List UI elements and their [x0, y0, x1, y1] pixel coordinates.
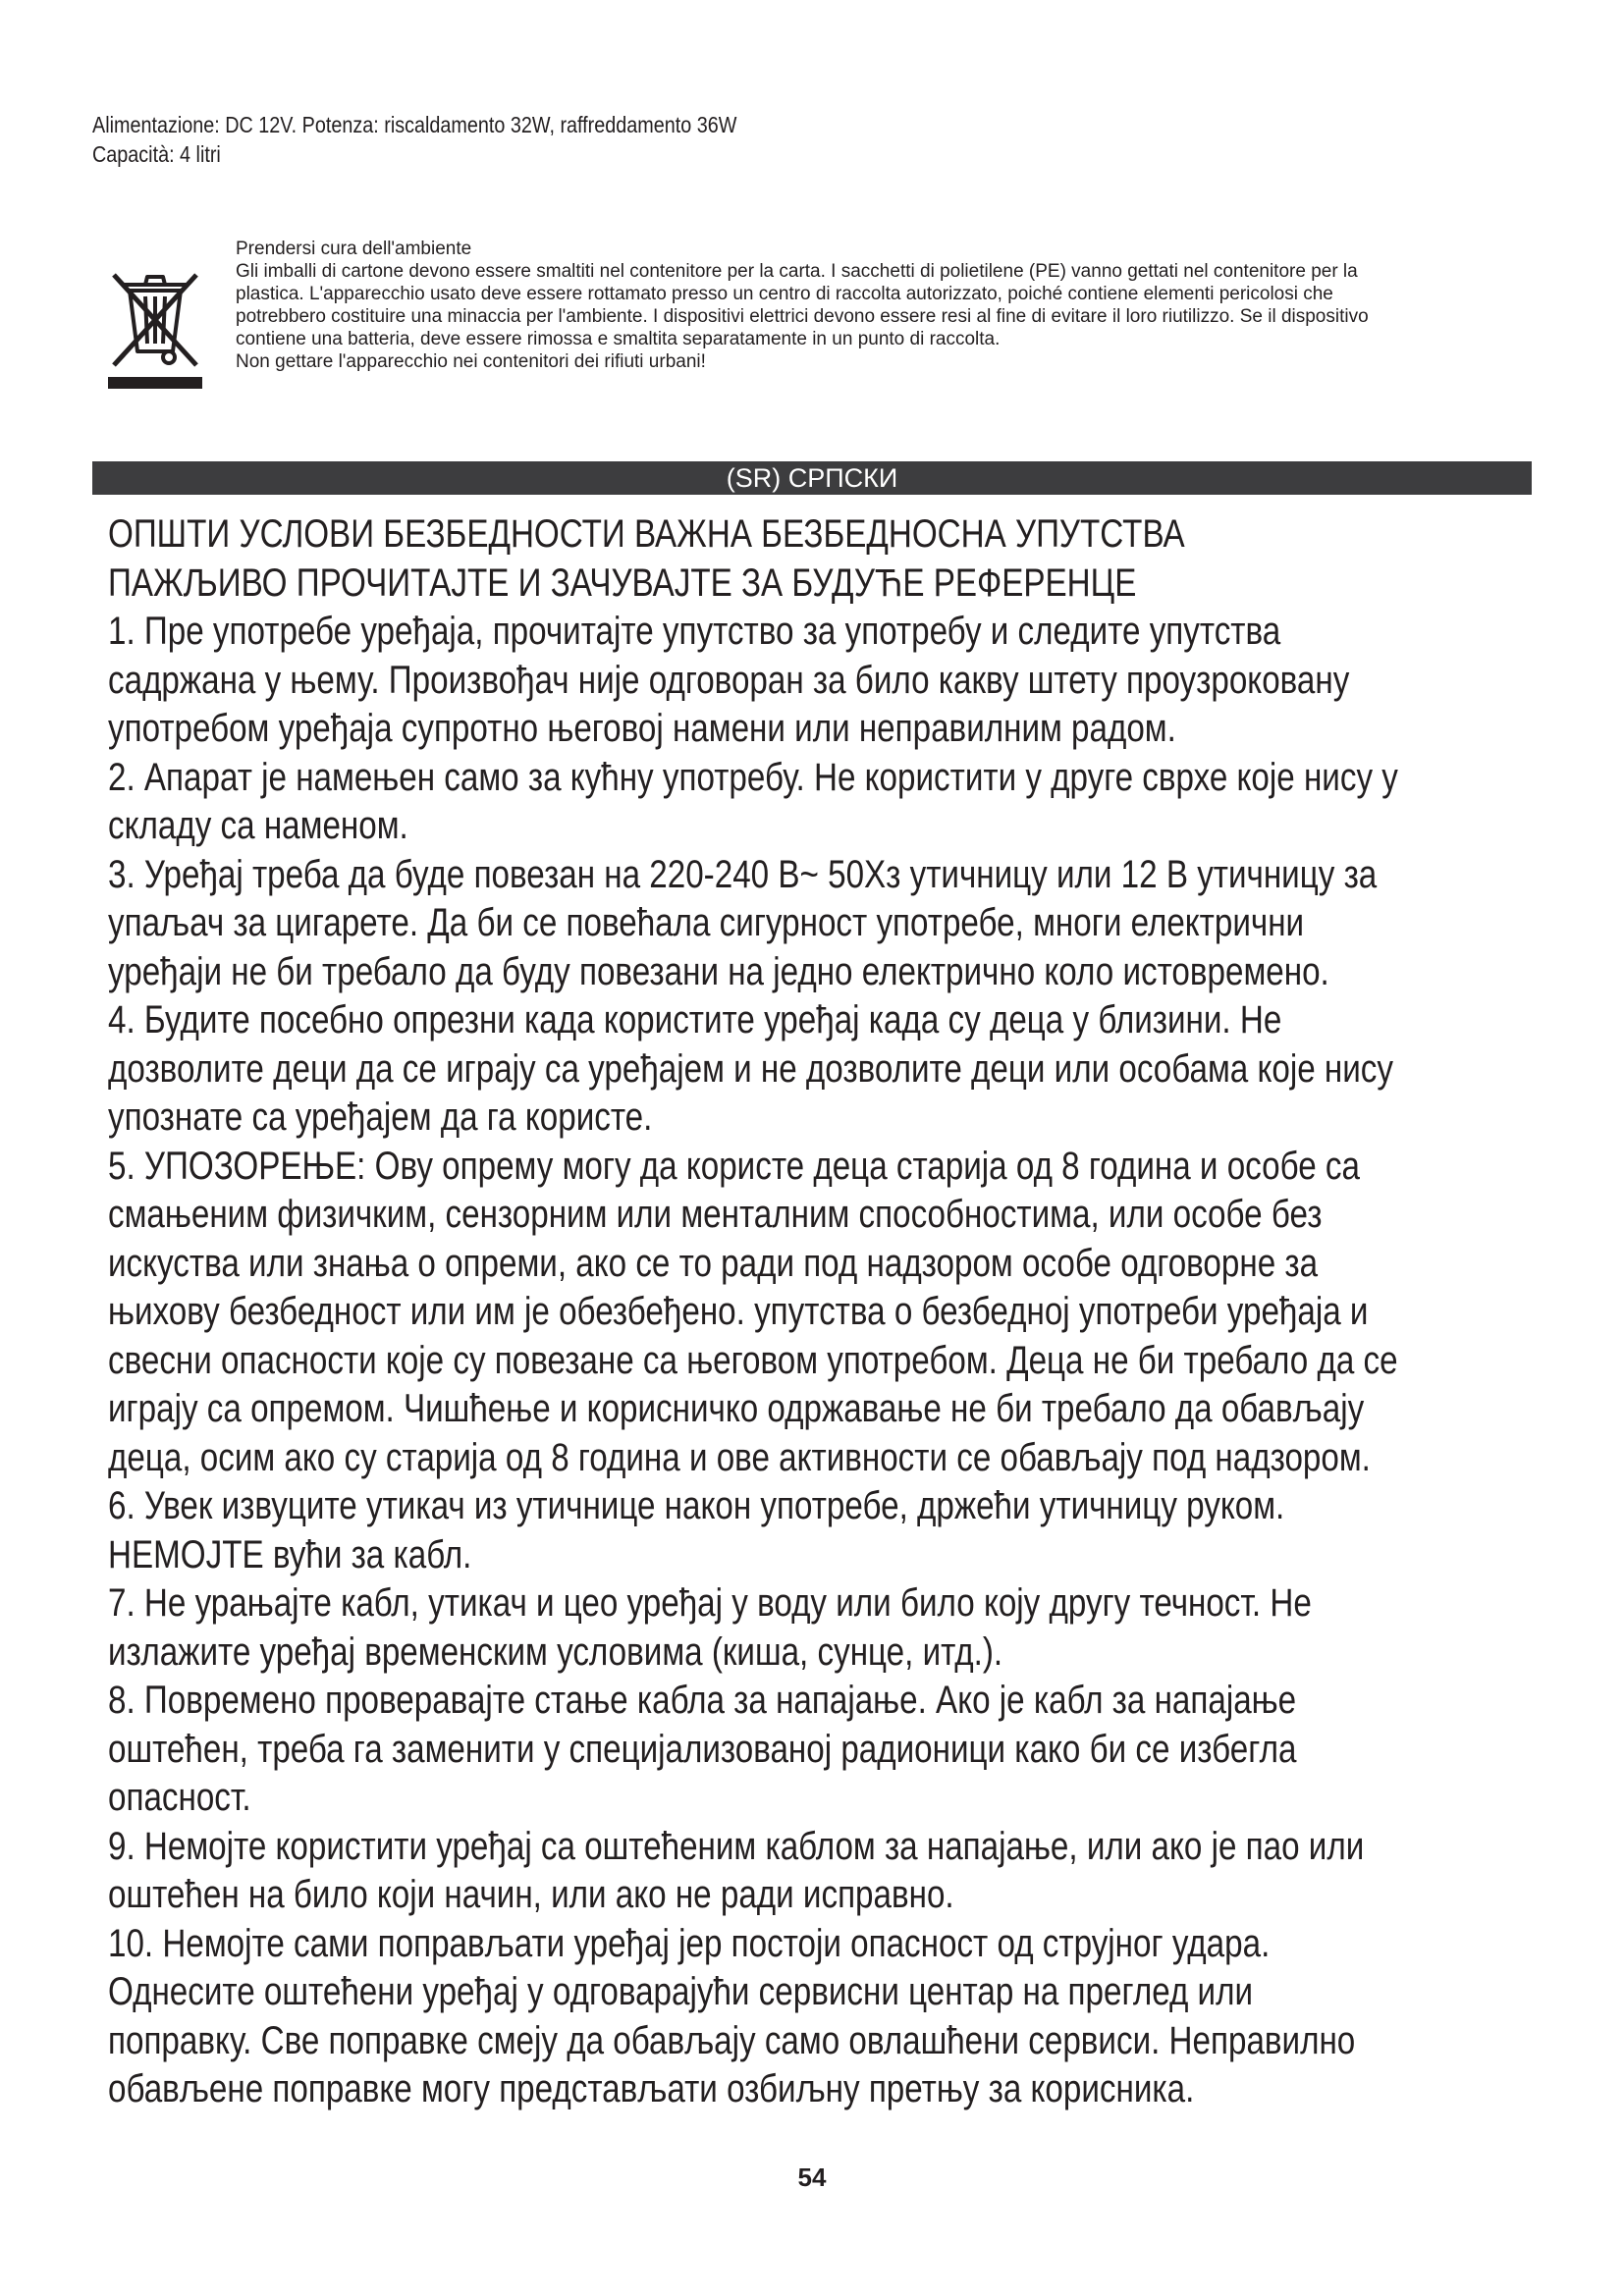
text-line: оштећен на било који начин, или ако не ради исправно. [108, 1873, 954, 1916]
text-line: 6. Увек извуците утикач из утичнице након употребе, држећи утичницу руком. [108, 1484, 1285, 1527]
heading-line: ПАЖЉИВО ПРОЧИТАЈТЕ И ЗАЧУВАЈТЕ ЗА БУДУЋЕ РЕФЕРЕНЦЕ [108, 561, 1137, 605]
text-line: упознате са уређајем да га користе. [108, 1095, 653, 1139]
environment-line: plastica. L'apparecchio usato deve essere rottamato presso un centro di raccolta autorizzato, poiché contiene elementi pericolosi che [236, 284, 1333, 304]
safety-instructions [108, 510, 1412, 2114]
environment-line: contiene una batteria, deve essere rimossa e smaltita separatamente in un punto di raccolta. [236, 329, 1001, 349]
power-spec: Alimentazione: DC 12V. Potenza: riscaldamento 32W, raffreddamento 36W [92, 112, 737, 137]
text-line: оштећен, треба га заменити у специјализованој радионици како би се избегла [108, 1727, 1297, 1771]
text-line: 4. Будите посебно опрезни када користите уређај када су деца у близини. Не [108, 998, 1282, 1041]
environment-notice [236, 238, 1561, 373]
specifications [92, 110, 736, 169]
capacity-spec: Capacità: 4 litri [92, 141, 221, 167]
text-line: деца, осим ако су старија од 8 година и ове активности се обављају под надзором. [108, 1435, 1371, 1479]
text-line: смањеним физичким, сензорним или менталним способностима, или особе без [108, 1193, 1323, 1236]
text-line: искуства или знања о опреми, ако се то ради под надзором особе одговорне за [108, 1241, 1319, 1285]
text-line: 10. Немојте сами поправљати уређај јер постоји опасност од струјног удара. [108, 1921, 1271, 1965]
text-line: свесни опасности које су повезане са његовом употребом. Деца не би требало да се [108, 1338, 1398, 1382]
text-line: 8. Повремено проверавајте стање кабла за напајање. Ако је кабл за напајање [108, 1679, 1297, 1722]
text-line: 5. УПОЗОРЕЊЕ: Ову опрему могу да користе деца старија од 8 година и особе са [108, 1144, 1360, 1188]
text-line: уређаји не би требало да буду повезани на једно електрично коло истовремено. [108, 949, 1329, 993]
text-line: упаљач за цигарете. Да би се повећала сигурност употребе, многи електрични [108, 901, 1305, 944]
environment-title: Prendersi cura dell'ambiente [236, 239, 472, 259]
language-section-header: (SR) СРПСКИ [92, 461, 1532, 495]
text-line: опасност. [108, 1776, 251, 1819]
text-line: њихову безбедност или им је обезбеђено. упутства о безбедној употреби уређаја и [108, 1290, 1369, 1333]
text-line: употребом уређаја супротно његовој намени или неправилним радом. [108, 707, 1176, 750]
text-line: Однесите оштећени уређај у одговарајући сервисни центар на преглед или [108, 1970, 1254, 2013]
text-line: складу са наменом. [108, 804, 408, 847]
page-number: 54 [797, 2163, 827, 2192]
environment-note: Non gettare l'apparecchio nei contenitori dei rifiuti urbani! [236, 351, 706, 372]
text-line: обављене поправке могу представљати озбиљну претњу за корисника. [108, 2067, 1195, 2110]
text-line: садржана у њему. Произвођач није одговоран за било какву штету проузроковану [108, 658, 1350, 702]
text-line: 1. Пре употребе уређаја, прочитајте упутство за употребу и следите упутства [108, 610, 1281, 653]
text-line: излажите уређај временским условима (киша, сунце, итд.). [108, 1629, 1003, 1674]
text-line: 7. Не урањајте кабл, утикач и цео уређај у воду или било коју другу течност. Не [108, 1581, 1312, 1625]
text-line: НЕМОЈТЕ вући за кабл. [108, 1532, 472, 1576]
heading-line: ОПШТИ УСЛОВИ БЕЗБЕДНОСТИ ВАЖНА БЕЗБЕДНОСНА УПУТСТВА [108, 512, 1185, 556]
text-line: 3. Уређај треба да буде повезан на 220-240 В~ 50Хз утичницу или 12 В утичницу за [108, 852, 1378, 896]
text-line: 9. Немојте користити уређај са оштећеним каблом за напајање, или ако је пао или [108, 1824, 1365, 1868]
text-line: 2. Апарат је намењен само за кућну употребу. Не користити у друге сврхе које нису у [108, 755, 1398, 799]
text-line: дозволите деци да се играју са уређајем и не дозволите деци или особама које нису [108, 1046, 1394, 1091]
text-line: поправку. Све поправке смеју да обављају само овлашћени сервиси. Неправилно [108, 2018, 1356, 2062]
text-line: играју са опремом. Чишћење и корисничко одржавање не би требало да обављају [108, 1387, 1365, 1430]
crossed-out-wheeled-bin-icon [108, 267, 202, 395]
environment-line: potrebbero costituire una minaccia per l'ambiente. I dispositivi elettrici devono essere resi al fine di evitare il loro riutilizzo. Se il dispositivo [236, 306, 1369, 327]
environment-line: Gli imballi di cartone devono essere smaltiti nel contenitore per la carta. I sacchetti di polietilene (PE) vanno gettati nel contenitore per la [236, 261, 1358, 282]
